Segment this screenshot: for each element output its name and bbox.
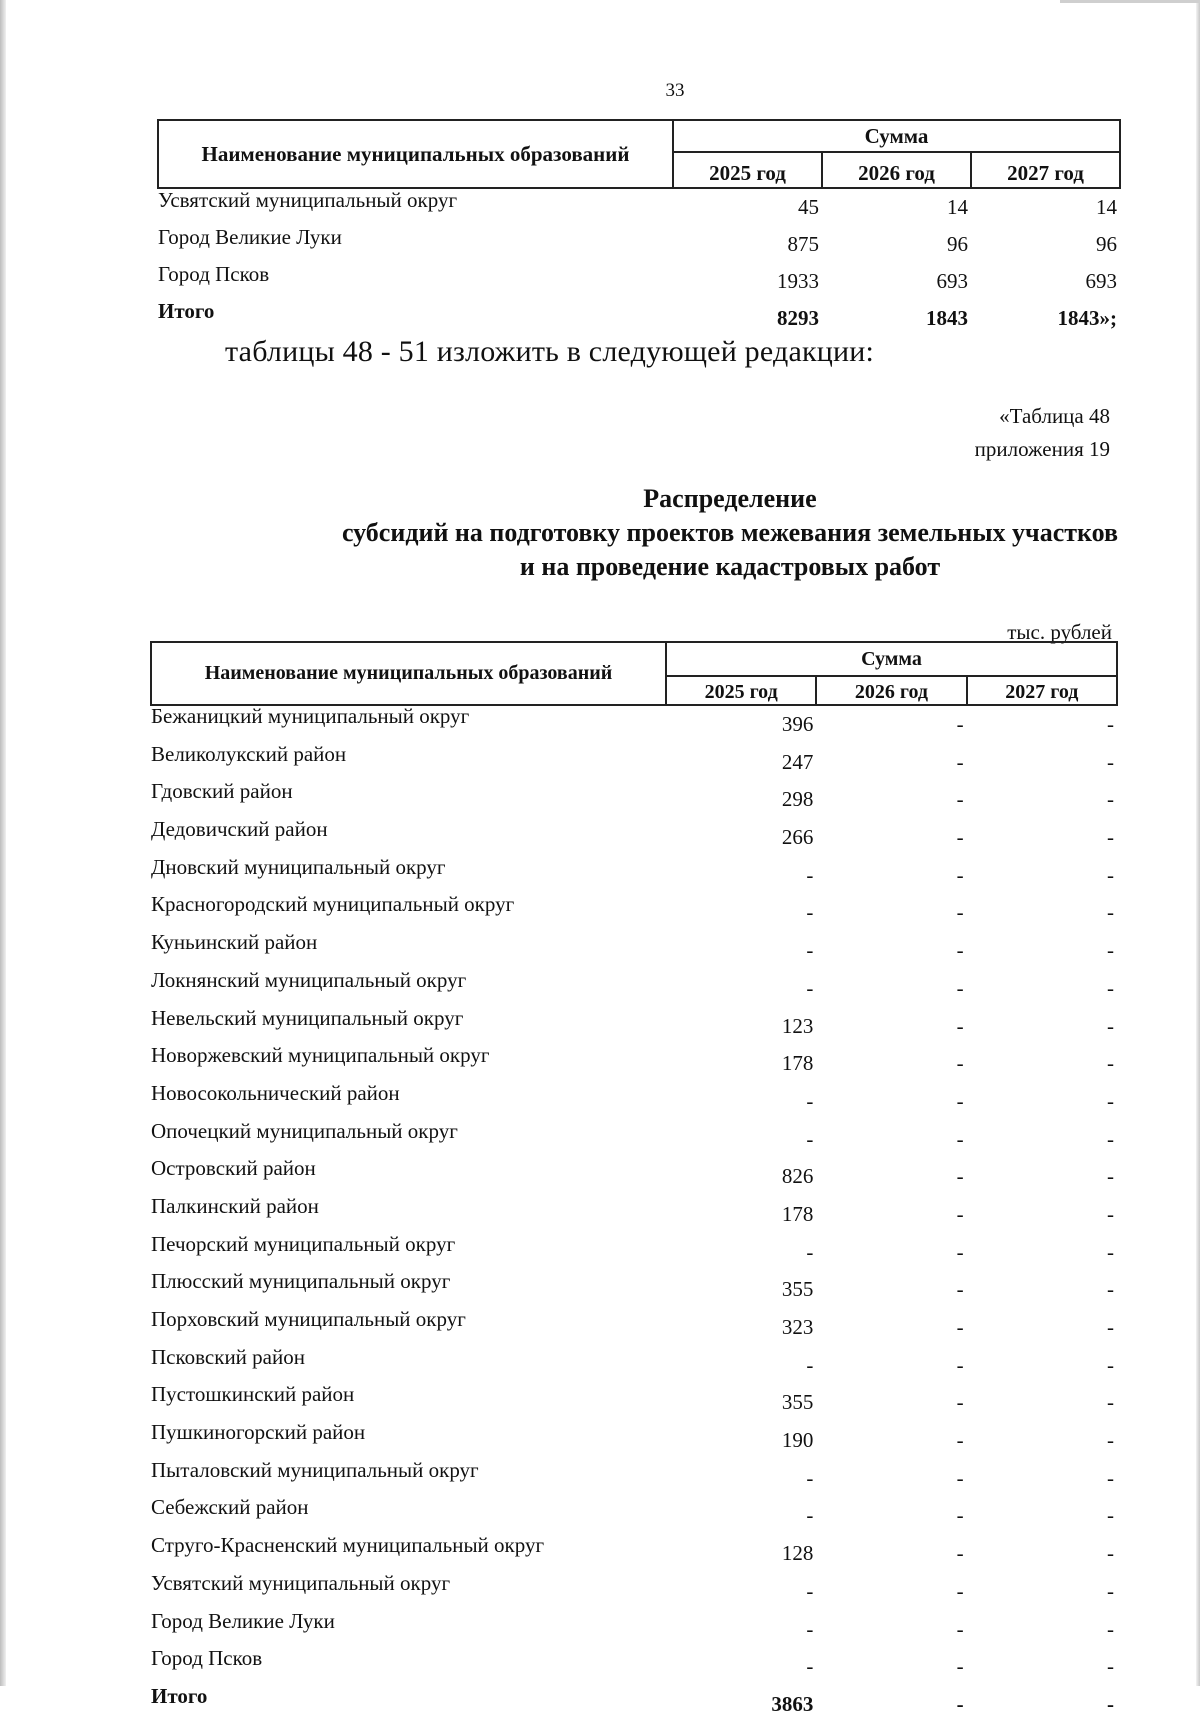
value-2025: 247 [781, 749, 814, 774]
value-2026: - [956, 712, 964, 736]
value-2027: - [1107, 825, 1114, 850]
value-2026: 96 [947, 232, 968, 256]
municipality-name: Дедовичский район [151, 817, 328, 842]
value-2025: - [806, 1088, 814, 1113]
municipality-name: Невельский муниципальный округ [151, 1005, 464, 1030]
value-2026: - [956, 1277, 964, 1302]
value-2027: - [1107, 1051, 1114, 1076]
value-2027: - [1107, 938, 1114, 963]
value-2026: - [956, 1051, 964, 1076]
value-2026: - [956, 1541, 964, 1566]
total-2027: 1843»; [1057, 306, 1117, 330]
value-2027: - [1107, 1352, 1114, 1377]
value-2025: 128 [781, 1541, 814, 1566]
value-2026: - [956, 1352, 964, 1377]
total-2026: 1843 [926, 306, 968, 330]
units-label: тыс. рублей [1007, 620, 1112, 644]
table-row [151, 1271, 1117, 1309]
value-2025: 190 [781, 1428, 814, 1453]
value-2025: 298 [781, 787, 814, 812]
table-row [151, 781, 1117, 819]
document-title [0, 482, 1200, 584]
municipality-name: Великолукский район [151, 741, 347, 766]
municipality-name: Город Псков [151, 1646, 263, 1671]
value-2026: 693 [936, 269, 968, 293]
value-2027: - [1107, 1503, 1114, 1528]
municipality-name: Дновский муниципальный округ [151, 854, 446, 879]
value-2026: - [956, 825, 964, 850]
municipality-name: Локнянский муниципальный округ [151, 967, 467, 992]
table-row [151, 1158, 1117, 1196]
value-2027: - [1107, 862, 1114, 887]
value-2027: - [1107, 787, 1114, 812]
municipality-name: Псковский район [151, 1344, 305, 1369]
value-2026: - [956, 1126, 964, 1151]
municipality-name: Печорский муниципальный округ [151, 1231, 456, 1256]
value-2025: - [806, 938, 814, 963]
municipality-name: Пустошкинский район [151, 1382, 355, 1407]
table-reference [975, 400, 1110, 466]
value-2026: - [956, 1390, 964, 1415]
value-2027: - [1107, 900, 1114, 925]
value-2025: - [806, 1503, 814, 1528]
continued-table [157, 119, 1121, 337]
value-2025: 45 [798, 195, 819, 219]
column-header-2026: 2026 год [816, 676, 966, 705]
value-2025: 266 [781, 825, 814, 850]
table-row [151, 1347, 1117, 1385]
value-2025: - [806, 975, 814, 1000]
table-row [158, 226, 1120, 263]
value-2025: - [806, 1126, 814, 1151]
value-2025: - [806, 1239, 814, 1264]
table-row [151, 1309, 1117, 1347]
table-row [151, 970, 1117, 1008]
value-2026: - [956, 1465, 964, 1490]
value-2025: 323 [781, 1315, 814, 1339]
value-2027: - [1107, 1277, 1114, 1302]
scan-edge-left [0, 0, 6, 1686]
municipality-name: Город Псков [158, 262, 270, 286]
municipality-name: Островский район [151, 1156, 316, 1181]
title-line-1: Распределение [643, 484, 817, 513]
value-2025: 123 [781, 1013, 814, 1038]
value-2026: - [956, 787, 964, 812]
total-row [151, 1686, 1117, 1724]
value-2027: - [1107, 1201, 1114, 1226]
value-2026: - [956, 975, 964, 1000]
instruction-text: таблицы 48 - 51 изложить в следующей редакции: [225, 335, 875, 368]
municipality-name: Бежаницкий муниципальный округ [151, 704, 470, 728]
total-row [158, 300, 1120, 337]
table-row [151, 1422, 1117, 1460]
value-2026: - [956, 900, 964, 925]
table-reference-number: «Таблица 48 [999, 404, 1110, 428]
table-row [151, 1083, 1117, 1121]
column-header-municipality: Наименование муниципальных образований [151, 642, 666, 705]
value-2027: - [1107, 1239, 1114, 1264]
value-2026: - [956, 1503, 964, 1528]
total-2025: 3863 [771, 1691, 814, 1716]
value-2026: - [956, 1013, 964, 1038]
column-header-municipality: Наименование муниципальных образований [158, 120, 673, 188]
value-2026: - [956, 1201, 964, 1226]
column-header-2027: 2027 год [967, 676, 1117, 705]
municipality-name: Струго-Красненский муниципальный округ [151, 1533, 545, 1558]
municipality-name: Порховский муниципальный округ [151, 1307, 466, 1331]
value-2026: - [956, 749, 964, 774]
value-2027: - [1107, 1013, 1114, 1038]
value-2026: - [956, 862, 964, 887]
value-2027: - [1107, 1541, 1114, 1566]
municipality-name: Себежский район [151, 1495, 309, 1520]
value-2027: - [1107, 1578, 1114, 1603]
table-reference-appendix: приложения 19 [974, 437, 1110, 461]
value-2025: - [806, 1352, 814, 1377]
table-row [151, 819, 1117, 857]
value-2027: - [1107, 1390, 1114, 1415]
value-2027: 693 [1085, 269, 1117, 293]
table-row [151, 1573, 1117, 1611]
value-2025: 396 [781, 712, 814, 736]
table-row [158, 263, 1120, 300]
value-2025: 355 [781, 1277, 814, 1302]
value-2025: 826 [781, 1164, 814, 1189]
total-label: Итого [151, 1683, 208, 1708]
value-2025: 178 [781, 1051, 814, 1076]
value-2025: - [806, 1465, 814, 1490]
value-2026: 14 [947, 195, 968, 219]
table-row [151, 744, 1117, 782]
municipality-name: Гдовский район [151, 779, 293, 804]
value-2027: - [1107, 1654, 1114, 1679]
value-2025: - [806, 900, 814, 925]
table-row [151, 1234, 1117, 1272]
total-2027: - [1107, 1691, 1114, 1716]
value-2026: - [956, 1239, 964, 1264]
value-2026: - [956, 1616, 964, 1641]
value-2026: - [956, 1654, 964, 1679]
municipality-name: Пыталовский муниципальный округ [151, 1457, 479, 1482]
table-row [151, 857, 1117, 895]
subsidy-table-body [151, 705, 1117, 1724]
value-2027: - [1107, 712, 1114, 736]
table-row [151, 1196, 1117, 1234]
municipality-name: Усвятский муниципальный округ [151, 1570, 451, 1595]
value-2025: - [806, 1578, 814, 1603]
page-number: 33 [665, 80, 685, 101]
table-row [151, 1460, 1117, 1498]
table-row [151, 1121, 1117, 1159]
subsidy-table [150, 641, 1118, 1724]
value-2025: 875 [787, 232, 819, 256]
total-2026: - [956, 1691, 964, 1716]
scan-edge-right [1196, 0, 1200, 1686]
value-2027: - [1107, 1088, 1114, 1113]
table-row [151, 1045, 1117, 1083]
column-header-2025: 2025 год [673, 152, 822, 188]
table-row [151, 1535, 1117, 1573]
municipality-name: Город Великие Луки [158, 225, 342, 249]
table-row [151, 1384, 1117, 1422]
table-row [151, 932, 1117, 970]
table-row [151, 894, 1117, 932]
value-2027: - [1107, 975, 1114, 1000]
scan-edge-top [1060, 0, 1200, 3]
value-2025: 355 [781, 1390, 814, 1415]
table-row [151, 1008, 1117, 1046]
value-2025: 1933 [777, 269, 819, 293]
value-2027: 14 [1096, 195, 1117, 219]
value-2027: 96 [1096, 232, 1117, 256]
value-2027: - [1107, 1315, 1114, 1339]
column-header-2026: 2026 год [822, 152, 971, 188]
table-row [151, 705, 1117, 744]
title-line-2: субсидий на подготовку проектов межевания земельных участков [341, 518, 1119, 547]
value-2027: - [1107, 1616, 1114, 1641]
municipality-name: Пушкиногорский район [151, 1420, 366, 1445]
column-header-sum: Сумма [673, 120, 1120, 152]
municipality-name: Плюсский муниципальный округ [151, 1269, 451, 1294]
value-2027: - [1107, 1164, 1114, 1189]
value-2027: - [1107, 749, 1114, 774]
table-row [151, 1611, 1117, 1649]
value-2026: - [956, 938, 964, 963]
municipality-name: Палкинский район [151, 1193, 319, 1218]
value-2027: - [1107, 1126, 1114, 1151]
value-2025: - [806, 1654, 814, 1679]
column-header-2027: 2027 год [971, 152, 1120, 188]
total-2025: 8293 [777, 306, 819, 330]
column-header-2025: 2025 год [666, 676, 816, 705]
municipality-name: Новосокольнический район [151, 1080, 400, 1105]
value-2025: - [806, 862, 814, 887]
value-2025: 178 [781, 1201, 814, 1226]
value-2026: - [956, 1088, 964, 1113]
municipality-name: Усвятский муниципальный округ [158, 188, 458, 212]
value-2026: - [956, 1428, 964, 1453]
value-2027: - [1107, 1465, 1114, 1490]
municipality-name: Куньинский район [151, 930, 318, 955]
total-label: Итого [158, 299, 215, 323]
value-2027: - [1107, 1428, 1114, 1453]
municipality-name: Город Великие Луки [151, 1608, 335, 1633]
municipality-name: Новоржевский муниципальный округ [151, 1043, 490, 1068]
municipality-name: Красногородский муниципальный округ [151, 892, 515, 917]
value-2026: - [956, 1164, 964, 1189]
table-row [158, 188, 1120, 226]
value-2026: - [956, 1578, 964, 1603]
municipality-name: Опочецкий муниципальный округ [151, 1118, 458, 1143]
table-row [151, 1648, 1117, 1686]
title-line-3: и на проведение кадастровых работ [519, 552, 941, 581]
value-2026: - [956, 1315, 964, 1339]
value-2025: - [806, 1616, 814, 1641]
column-header-sum: Сумма [666, 642, 1117, 676]
table-row [151, 1497, 1117, 1535]
